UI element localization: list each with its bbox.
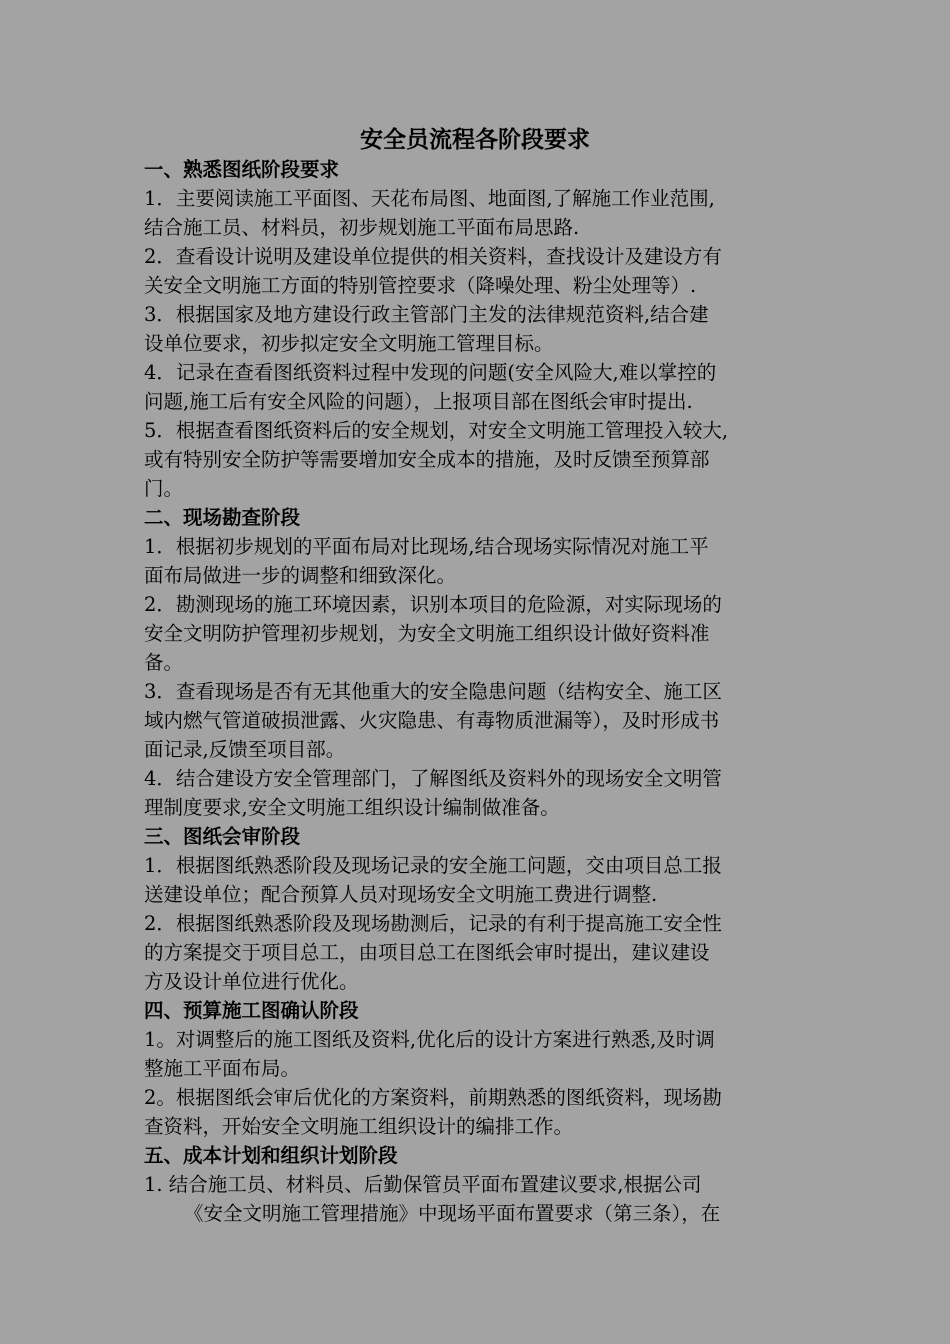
text-line: 备。: [144, 651, 184, 674]
section-heading: 五、成本计划和组织计划阶段: [144, 1144, 398, 1167]
list-item: [144, 300, 824, 358]
text-line: 2．查看设计说明及建设单位提供的相关资料，查找设计及建设方有: [144, 245, 722, 268]
text-line: 1。对调整后的施工图纸及资料,优化后的设计方案进行熟悉,及时调: [144, 1028, 715, 1051]
text-line: 1．主要阅读施工平面图、天花布局图、地面图,了解施工作业范围,: [144, 187, 715, 210]
list-item: [144, 909, 824, 996]
text-line: 域内燃气管道破损泄露、火灾隐患、有毒物质泄漏等），及时形成书: [144, 709, 720, 732]
section: [144, 1141, 824, 1228]
list-item: [144, 1170, 824, 1228]
section: [144, 155, 824, 503]
list-item: [144, 1025, 824, 1083]
text-line: 面记录,反馈至项目部。: [144, 738, 346, 761]
text-line: 结合施工员、材料员，初步规划施工平面布局思路.: [144, 216, 580, 239]
text-line: 送建设单位；配合预算人员对现场安全文明施工费进行调整.: [144, 883, 658, 906]
text-line: 1. 结合施工员、材料员、后勤保管员平面布置建议要求,根据公司: [144, 1173, 702, 1196]
section: [144, 996, 824, 1141]
text-line: 1．根据初步规划的平面布局对比现场,结合现场实际情况对施工平: [144, 535, 709, 558]
text-line: 或有特别安全防护等需要增加安全成本的措施，及时反馈至预算部: [144, 448, 710, 471]
text-line: 4．结合建设方安全管理部门，了解图纸及资料外的现场安全文明管: [144, 767, 722, 790]
list-item: [144, 184, 824, 242]
text-line: 查资料，开始安全文明施工组织设计的编排工作。: [144, 1115, 574, 1138]
list-item: [144, 851, 824, 909]
text-line: 关安全文明施工方面的特别管控要求（降噪处理、粉尘处理等）.: [144, 274, 697, 297]
section: [144, 503, 824, 822]
list-item: [144, 1083, 824, 1141]
text-line: 1．根据图纸熟悉阶段及现场记录的安全施工问题，交由项目总工报: [144, 854, 722, 877]
list-item: [144, 242, 824, 300]
text-line: 方及设计单位进行优化。: [144, 970, 359, 993]
list-item: [144, 358, 824, 416]
section: [144, 822, 824, 996]
text-line: 3．根据国家及地方建设行政主管部门主发的法律规范资料,结合建: [144, 303, 709, 326]
text-line: 2。根据图纸会审后优化的方案资料，前期熟悉的图纸资料，现场勘: [144, 1086, 722, 1109]
list-item: [144, 416, 824, 503]
text-line: 安全文明防护管理初步规划，为安全文明施工组织设计做好资料准: [144, 622, 710, 645]
section-heading: 二、现场勘查阶段: [144, 506, 301, 529]
text-line: 理制度要求,安全文明施工组织设计编制做准备。: [144, 796, 560, 819]
text-line: 设单位要求，初步拟定安全文明施工管理目标。: [144, 332, 554, 355]
text-line: 2．根据图纸熟悉阶段及现场勘测后，记录的有利于提高施工安全性: [144, 912, 722, 935]
text-line: 3．查看现场是否有无其他重大的安全隐患问题（结构安全、施工区: [144, 680, 722, 703]
text-line: 的方案提交于项目总工，由项目总工在图纸会审时提出，建议建设: [144, 941, 710, 964]
section-heading: 四、预算施工图确认阶段: [144, 999, 359, 1022]
text-line: 2．勘测现场的施工环境因素，识别本项目的危险源，对实际现场的: [144, 593, 722, 616]
list-item: [144, 532, 824, 590]
document-title: 安全员流程各阶段要求: [360, 127, 590, 153]
list-item: [144, 677, 824, 764]
text-line: 门。: [144, 477, 184, 500]
text-line: 《安全文明施工管理措施》中现场平面布置要求（第三条），在: [184, 1202, 721, 1225]
section-heading: 三、图纸会审阶段: [144, 825, 301, 848]
text-line: 5．根据查看图纸资料后的安全规划，对安全文明施工管理投入较大,: [144, 419, 729, 442]
text-line: 问题,施工后有安全风险的问题），上报项目部在图纸会审时提出.: [144, 390, 693, 413]
text-line: 4．记录在查看图纸资料过程中发现的问题(安全风险大,难以掌控的: [144, 361, 717, 384]
document-body: [144, 155, 824, 1228]
text-line: 面布局做进一步的调整和细致深化。: [144, 564, 457, 587]
section-heading: 一、熟悉图纸阶段要求: [144, 158, 340, 181]
text-line: 整施工平面布局。: [144, 1057, 301, 1080]
list-item: [144, 590, 824, 677]
list-item: [144, 764, 824, 822]
